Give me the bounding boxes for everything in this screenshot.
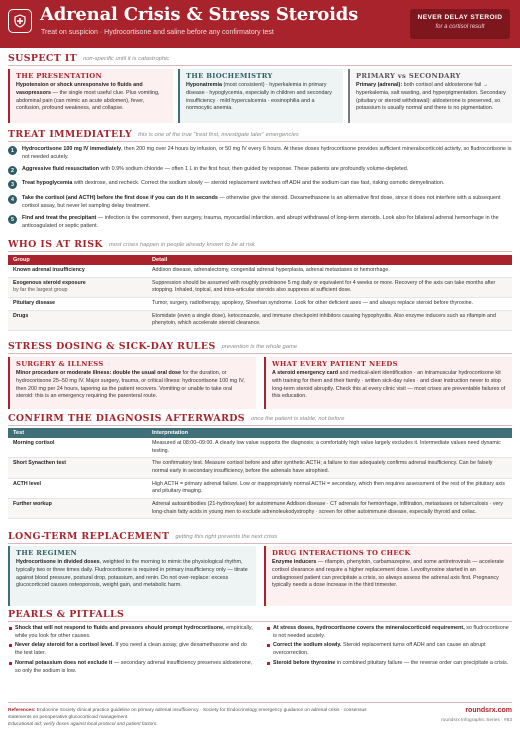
table-row: ACTH level High ACTH = primary adrenal failure. Low or inappropriately normal ACTH = secondary, which then requires assessment of the rest of the pituitary axis and pituitary imaging. bbox=[8, 479, 512, 499]
card-patient-needs bbox=[264, 357, 512, 409]
shield-cross-icon bbox=[8, 9, 32, 33]
disclaimer: Educational aid; verify doses against local protocol and patient factors. bbox=[8, 722, 158, 728]
risk-table bbox=[8, 255, 512, 331]
page-footer bbox=[8, 702, 512, 728]
card-heading: THE REGIMEN bbox=[16, 549, 78, 557]
section-subtitle: most crises happen in people already known to be at risk bbox=[108, 241, 255, 248]
card-biochemistry bbox=[178, 69, 343, 123]
section-title: SUSPECT IT bbox=[8, 53, 77, 64]
card-heading: PRIMARY vs SECONDARY bbox=[356, 72, 461, 80]
table-row: Exogenous steroid exposure by far the largest group Suppression should be assumed with roughly prednisone 5 mg daily or equivalent for 4 weeks or more. Recovery of the axis can take months after stopping. Inhaled, topical, and intra-articular steroids also suppress at sufficient dose. bbox=[8, 278, 512, 298]
section-title: LONG-TERM REPLACEMENT bbox=[8, 531, 170, 542]
step-number: 2 bbox=[8, 166, 17, 175]
step-text: Aggressive fluid resuscitation with 0.9% sodium chloride — often 1 L in the first hour, then guided by response. These patients are profoundly volume-depleted. bbox=[22, 166, 409, 172]
step-text: Take the cortisol (and ACTH) before the first dose if you can do it in seconds — otherwise give the steroid. Dexamethasone is an alternative first dose, since it does not interfere with a subsequent cortisol assay, but never let sampling delay treatment. bbox=[22, 195, 501, 209]
card-heading: THE BIOCHEMISTRY bbox=[186, 72, 273, 80]
table-row: Morning cortisol Measured at 08:00–09:00. A clearly low value supports the diagnosis; a comfortably high value largely excludes it. Intermediate values need dynamic testing. bbox=[8, 438, 512, 458]
treat-step bbox=[8, 180, 512, 189]
references: References: Endocrine Society clinical practice guideline on primary adrenal insufficiency · Society for Endocrinology emergency guidance on adrenal crisis · consensus statements on perioperative glucocorticoid management. Educational aid; verify doses against local protocol and patient factors. bbox=[8, 708, 367, 728]
column-header: Interpretation bbox=[152, 430, 189, 436]
card-regimen bbox=[8, 546, 256, 606]
treat-step bbox=[8, 195, 512, 211]
pearl-item: Shock that will not respond to fluids and pressors should prompt hydrocortisone, empirically, while you look for other causes. bbox=[8, 625, 254, 641]
section-subtitle: prevention is the whole game bbox=[221, 343, 298, 350]
section-subtitle: this is one of the true "treat first, investigate later" emergencies bbox=[138, 131, 299, 138]
card-primary-vs-secondary bbox=[348, 69, 512, 123]
step-number: 5 bbox=[8, 215, 17, 224]
card-body: Hydrocortisone in divided doses, weighted to the morning to mimic the physiological rhythm, typically two or three times daily. Fludrocortisone is required in primary insufficiency only — titrate against blood pressure, postural drop, potassium, and renin. Do not over-replace: excess glucocorticoid causes osteoporosis, weight gain, and metabolic harm. bbox=[16, 559, 248, 589]
card-body: A steroid emergency card and medical-alert identification · an intramuscular hydrocortisone kit with training for them and their family · written sick-day rules · and clear instruction never to stop long-term steroid abruptly. Check this at every clinic visit — most crises are preventable failures of this education. bbox=[272, 370, 506, 400]
card-heading: DRUG INTERACTIONS TO CHECK bbox=[272, 549, 411, 557]
table-row: Known adrenal insufficiency Addison disease, adrenalectomy, congenital adrenal hyperplasia, adrenal metastases or hemorrhage. bbox=[8, 265, 512, 278]
table-row: Short Synacthen test The confirmatory test. Measure cortisol before and after synthetic ACTH; a failure to rise adequately confirms adrenal insufficiency. Can be falsely normal early in secondary insufficiency, before the adrenals have atrophied. bbox=[8, 458, 512, 478]
page-title: Adrenal Crisis & Stress Steroids bbox=[40, 4, 359, 25]
table-row: Pituitary disease Tumor, surgery, radiotherapy, apoplexy, Sheehan syndrome. Look for other deficient axes — and always replace steroid before thyroxine. bbox=[8, 298, 512, 311]
section-title: CONFIRM THE DIAGNOSIS AFTERWARDS bbox=[8, 413, 245, 424]
pearl-item: At stress doses, hydrocortisone covers the mineralocorticoid requirement, so fludrocortisone is not needed acutely. bbox=[266, 625, 512, 641]
treat-step bbox=[8, 146, 512, 162]
pearl-item: Normal potassium does not exclude it — secondary adrenal insufficiency preserves aldosterone, so only the sodium is low. bbox=[8, 660, 254, 676]
step-text: Find and treat the precipitant — infection is the commonest, then surgery, trauma, myocardial infarction, and abrupt withdrawal of long-term steroids. Look also for bilateral adrenal hemorrhage in the anticoagulated or septic patient. bbox=[22, 215, 499, 229]
treat-step bbox=[8, 215, 512, 231]
column-header: Group bbox=[13, 257, 30, 263]
card-body: Primary (adrenal): both cortisol and aldosterone fail → hyperkalemia, salt wasting, and hyperpigmentation. Secondary (pituitary or steroid withdrawal): aldosterone is preserved, so potassium is usually normal and there is no pigmentation. bbox=[356, 82, 506, 112]
pearl-item: Correct the sodium slowly. Steroid replacement turns off ADH and can cause an abrupt overcorrection. bbox=[266, 642, 512, 658]
column-header: Test bbox=[13, 430, 25, 436]
section-title: PEARLS & PITFALLS bbox=[8, 609, 125, 620]
section-treat bbox=[8, 128, 512, 142]
section-title: STRESS DOSING & SICK-DAY RULES bbox=[8, 341, 216, 352]
warning-badge bbox=[410, 9, 510, 39]
section-subtitle: getting this right prevents the next crisis bbox=[175, 533, 278, 540]
page-subtitle: Treat on suspicion · Hydrocortisone and saline before any confirmatory test bbox=[41, 29, 274, 36]
card-body: Enzyme inducers — rifampin, phenytoin, carbamazepine, and some antiretrovirals — accelerate cortisol clearance and require a higher replacement dose. Levothyroxine started in an undiagnosed patient can precipitate a crisis, so always assess the adrenal axis first. Pregnancy typically needs a dose increase in the third trimester. bbox=[272, 559, 504, 589]
step-number: 4 bbox=[8, 195, 17, 204]
card-presentation bbox=[8, 69, 173, 123]
card-heading: WHAT EVERY PATIENT NEEDS bbox=[272, 360, 398, 368]
section-subtitle: non-specific until it is catastrophic bbox=[82, 55, 170, 62]
section-risk bbox=[8, 238, 512, 252]
table-row: Further workup Adrenal autoantibodies (21-hydroxylase) for autoimmune Addison disease · CT adrenals for hemorrhage, infiltration, metastases or tuberculosis · very long-chain fatty acids in young men to exclude adrenoleukodystrophy · screen for other autoimmune disease, especially thyroid and celiac. bbox=[8, 499, 512, 519]
step-text: Treat hypoglycemia with dextrose, and recheck. Correct the sodium slowly — steroid replacement switches off ADH and the sodium can rise fast, risking osmotic demyelination. bbox=[22, 180, 445, 186]
step-number: 1 bbox=[8, 146, 17, 155]
section-subtitle: once the patient is stable, not before bbox=[250, 415, 345, 422]
pearl-item: Never delay steroid for a cortisol level. If you need a clean assay, give dexamethasone and do the test later. bbox=[8, 642, 254, 658]
pearl-item: Steroid before thyroxine in combined pituitary failure — the reverse order can precipitate a crisis. bbox=[266, 660, 512, 668]
step-text: Hydrocortisone 100 mg IV immediately, then 200 mg over 24 hours by infusion, or 50 mg IV every 6 hours. At these doses hydrocortisone provides sufficient mineralocorticoid activity, so fludrocortisone is not needed acutely. bbox=[22, 146, 512, 160]
card-body: Minor procedure or moderate illness: double the usual oral dose for the duration, or hydrocortisone 25–50 mg IV. Major surgery, trauma, or critical illness: hydrocortisone 100 mg IV, then 200 mg per 24 hours, tapering as the patient recovers. Vomiting or unable to take oral steroid: this is an emergency requiring the parenteral route. bbox=[16, 370, 245, 400]
card-heading: SURGERY & ILLNESS bbox=[16, 360, 104, 368]
page-header bbox=[0, 0, 520, 48]
card-drug-interactions bbox=[264, 546, 512, 606]
table-header bbox=[8, 255, 512, 265]
section-title: TREAT IMMEDIATELY bbox=[8, 129, 133, 140]
card-body: Hyponatremia (most consistent) · hyperkalemia in primary disease · hypoglycemia, especially in children and secondary insufficiency · mild hypercalcemia · eosinophilia and a normocytic anemia. bbox=[186, 82, 332, 112]
column-header: Detail bbox=[152, 257, 168, 263]
card-heading: THE PRESENTATION bbox=[16, 72, 103, 80]
confirm-table bbox=[8, 428, 512, 519]
badge-title: NEVER DELAY STEROID bbox=[417, 14, 503, 21]
section-suspect bbox=[8, 52, 512, 66]
step-number: 3 bbox=[8, 180, 17, 189]
card-surgery-illness bbox=[8, 357, 256, 409]
card-body: Hypotension or shock unresponsive to fluids and vasopressors — the single most useful clue. Plus vomiting, abdominal pain (can mimic an acute abdomen), fever, confusion, profound weakness, and collapse. bbox=[16, 82, 160, 112]
section-pearls bbox=[8, 608, 512, 622]
table-row: Drugs Etomidate (even a single dose), ketoconazole, and immune checkpoint inhibitors causing hypophysitis. Also enzyme inducers such as rifampin and phenytoin, which accelerate steroid clearance. bbox=[8, 311, 512, 331]
series-label: roundsrx Infographic Series · #83 bbox=[441, 718, 512, 723]
treat-step bbox=[8, 166, 512, 175]
site-link[interactable]: roundsrx.com bbox=[465, 707, 512, 714]
section-title: WHO IS AT RISK bbox=[8, 239, 103, 250]
table-header bbox=[8, 428, 512, 438]
section-longterm bbox=[8, 530, 512, 544]
section-dosing bbox=[8, 340, 512, 354]
badge-subtitle: for a cortisol result bbox=[435, 24, 485, 30]
section-confirm bbox=[8, 412, 512, 426]
